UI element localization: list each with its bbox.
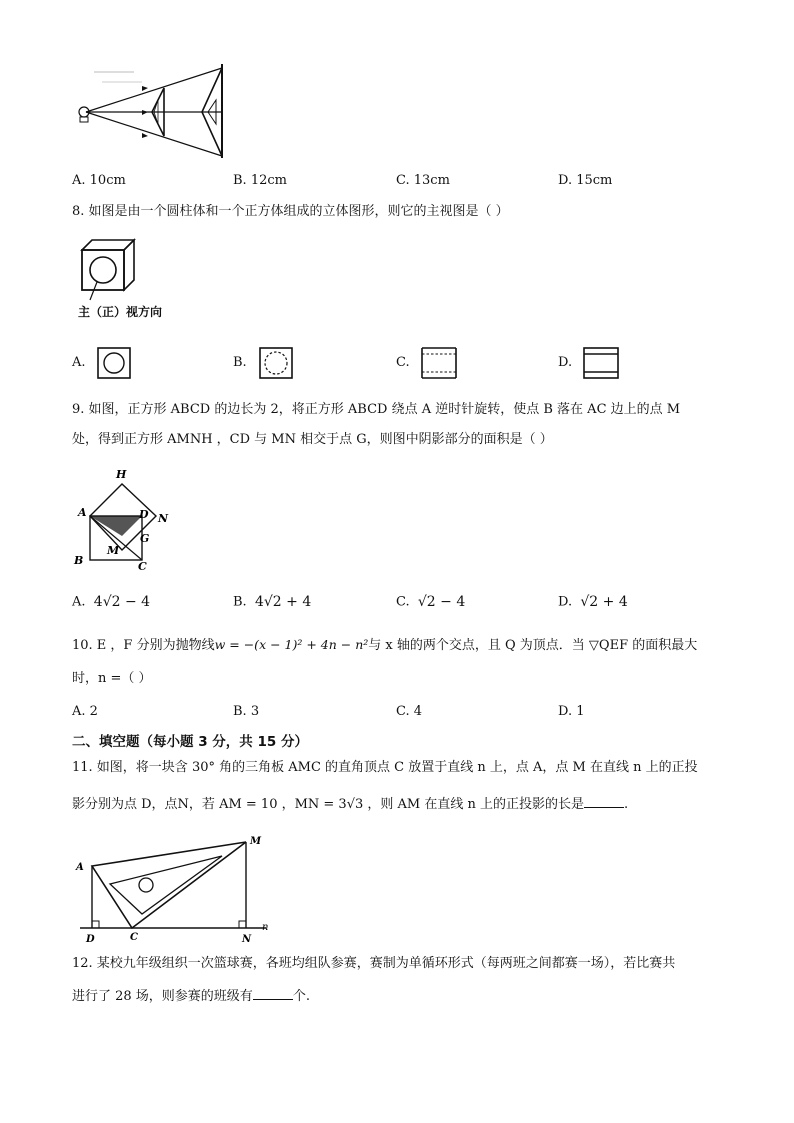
q9-option-d-label: D.: [558, 594, 573, 610]
q12-line-2-a: 进行了 28 场，则参赛的班级有: [72, 989, 253, 1004]
q9-point-h: H: [116, 468, 127, 481]
q8-option-b-label: B.: [233, 355, 247, 370]
q8-solid-figure: [78, 238, 138, 304]
q12-answer-blank[interactable]: [253, 987, 293, 1000]
q9-point-a: A: [78, 506, 87, 519]
q9-option-c-label: C.: [396, 594, 410, 610]
q9-point-c: C: [138, 560, 147, 573]
q11-answer-blank[interactable]: [584, 795, 624, 808]
q10-option-c: C. 4: [396, 704, 423, 719]
q11-point-d: D: [86, 934, 95, 945]
q7-projection-figure: [72, 60, 232, 160]
q9-square-figure: [70, 464, 180, 574]
q11-point-m: M: [250, 836, 262, 847]
q9-point-g: G: [140, 532, 150, 545]
q7-option-d: D. 15cm: [558, 173, 613, 188]
q11-line-2-b: .: [624, 797, 629, 812]
q8-option-d-label: D.: [558, 355, 573, 370]
q11-point-a: A: [76, 862, 84, 873]
q8-option-a-figure: [96, 346, 132, 380]
q7-option-a: A. 10cm: [72, 173, 126, 188]
q11-point-n: N: [242, 934, 252, 945]
q8-option-d-figure: [582, 346, 620, 380]
q12-line-2-b: 个.: [292, 989, 310, 1004]
q10-line-2: 时，n =（ ）: [72, 671, 152, 686]
q11-line-2-a: 影分别为点 D，点N，若 AM = 10 ，MN = 3√3 ，则 AM 在直线 n 上的正投影的长是: [72, 797, 584, 812]
q9-option-b-label: B.: [233, 594, 247, 610]
q10-option-a: A. 2: [72, 704, 98, 719]
q11-point-c: C: [130, 932, 138, 943]
q9-point-d: D: [139, 508, 149, 521]
q9-line-2: 处，得到正方形 AMNH ，CD 与 MN 相交于点 G，则图中阴影部分的面积是（ ）: [72, 432, 553, 447]
q8-option-c-label: C.: [396, 355, 410, 370]
q8-stem: 8. 如图是由一个圆柱体和一个正方体组成的立体图形，则它的主视图是（ ）: [72, 204, 509, 219]
q10-line-1-b: 与 x 轴的两个交点，且 Q 为顶点．当 ▽QEF 的面积最大: [368, 638, 698, 653]
q9-option-a-value: 4√2 − 4: [93, 594, 151, 610]
q9-point-n: N: [158, 512, 169, 525]
q8-option-b-figure: [258, 346, 294, 380]
q10-line-1-a: 10. E ，F 分别为抛物线: [72, 638, 215, 653]
q10-option-d: D. 1: [558, 704, 585, 719]
q9-option-d-value: √2 + 4: [580, 594, 628, 610]
q8-view-caption: 主（正）视方向: [78, 305, 163, 319]
q12-line-1: 12. 某校九年级组织一次篮球赛，各班均组队参赛，赛制为单循环形式（每两班之间都赛一场），若比赛共: [72, 956, 676, 971]
q9-option-c-value: √2 − 4: [417, 594, 466, 610]
q11-line-n: n: [262, 922, 269, 933]
q7-option-c: C. 13cm: [396, 173, 450, 188]
q8-option-a-label: A.: [72, 355, 86, 370]
q9-option-b-value: 4√2 + 4: [254, 594, 312, 610]
q10-option-b: B. 3: [233, 704, 260, 719]
q11-triangle-figure: [70, 830, 280, 945]
q10-formula: w = −(x − 1)² + 4n − n²: [214, 637, 369, 652]
q9-option-a-label: A.: [72, 594, 86, 610]
q7-option-b: B. 12cm: [233, 173, 287, 188]
q9-point-m: M: [107, 544, 120, 557]
q8-option-c-figure: [420, 346, 458, 380]
q9-line-1: 9. 如图，正方形 ABCD 的边长为 2，将正方形 ABCD 绕点 A 逆时针旋转，使点 B 落在 AC 边上的点 M: [72, 402, 681, 417]
q9-point-b: B: [74, 554, 84, 567]
q11-line-1: 11. 如图，将一块含 30° 角的三角板 AMC 的直角顶点 C 放置于直线 n 上，点 A，点 M 在直线 n 上的正投: [72, 760, 698, 775]
section-2-title: 二、填空题（每小题 3 分，共 15 分）: [72, 734, 308, 750]
